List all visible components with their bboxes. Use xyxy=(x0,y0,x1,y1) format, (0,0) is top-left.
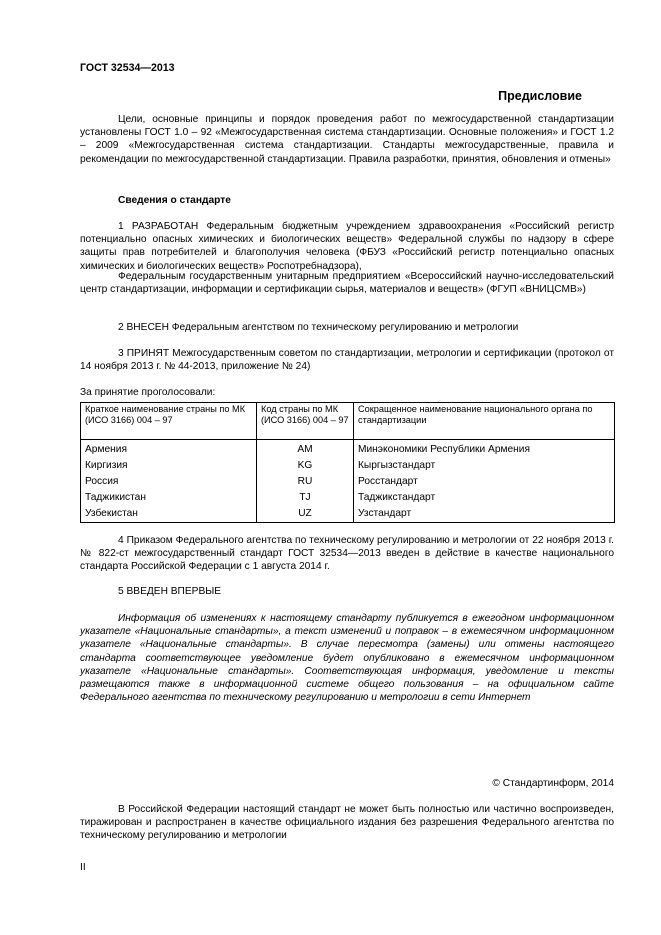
item-3-adopted: 3 ПРИНЯТ Межгосударственным советом по стандартизации, метрологии и сертификации (протокол от 14 ноября 2013 г. № 44-2013, приложение № 24) xyxy=(80,348,614,373)
header-national-body: Сокращенное наименование национального органа по стандартизации xyxy=(354,403,615,440)
information-notice: Информация об изменениях к настоящему стандарту публикуется в ежегодном информационном указателе «Национальные стандарты», а текст изменений и поправок – в ежемесячном информационном указателе «Национальные стандарты». В случае пересмотра (замены) или отмены настоящего стандарта соответствующее уведомление будет опубликовано в ежемесячном информационном указателе «Национальные стандарты». Соответствующая информация, уведомление и тексты размещаются также в информационной системе общего пользования – на официальном сайте Федерального агентства по техническому регулированию и метрологии в сети Интернет xyxy=(80,613,614,704)
country-name: Узбекистан xyxy=(81,506,257,523)
table-row xyxy=(81,490,615,506)
page-title: Предисловие xyxy=(498,89,582,103)
table-header-row xyxy=(81,403,615,440)
header-country-code: Код страны по МК (ИСО 3166) 004 – 97 xyxy=(257,403,354,440)
country-code: AM xyxy=(257,440,354,459)
national-body: Таджикстандарт xyxy=(354,490,615,506)
section-heading: Сведения о стандарте xyxy=(118,195,231,206)
country-name: Таджикистан xyxy=(81,490,257,506)
country-name: Армения xyxy=(81,440,257,459)
item-5-first-introduced: 5 ВВЕДЕН ВПЕРВЫЕ xyxy=(118,586,222,597)
table-row xyxy=(81,506,615,523)
table-row xyxy=(81,458,615,474)
country-code: KG xyxy=(257,458,354,474)
legal-notice: В Российской Федерации настоящий стандарт не может быть полностью или частично воспроизведен, тиражирован и распространен в качестве официального издания без разрешения Федерального агентства по техническому регулированию и метрологии xyxy=(80,804,614,842)
page-number: II xyxy=(80,862,86,873)
voting-countries-table xyxy=(80,402,615,523)
table-row xyxy=(81,474,615,490)
table-row xyxy=(81,440,615,459)
vote-label: За принятие проголосовали: xyxy=(80,387,216,398)
country-code: RU xyxy=(257,474,354,490)
item-2-submitted: 2 ВНЕСЕН Федеральным агентством по техническому регулированию и метрологии xyxy=(118,322,519,333)
item-1-codeveloper: Федеральным государственным унитарным предприятием «Всероссийский научно-исследовательский центр стандартизации, информации и сертификации сырья, материалов и веществ» (ФГУП «ВНИЦСМВ») xyxy=(80,271,614,296)
standard-header: ГОСТ 32534—2013 xyxy=(80,62,175,74)
intro-paragraph: Цели, основные принципы и порядок проведения работ по межгосударственной стандартизации установлены ГОСТ 1.0 – 92 «Межгосударственная система стандартизации. Основные положения» и ГОСТ 1.2 – 2009 «Межгосударственная система стандартизации. Стандарты межгосударственные, правила и рекомендации по межгосударственной стандартизации. Правила разработки, принятия, обновления и отмены» xyxy=(80,114,614,165)
copyright-line: © Стандартинформ, 2014 xyxy=(492,778,614,789)
item-1-developer: 1 РАЗРАБОТАН Федеральным бюджетным учреждением здравоохранения «Российский регистр потенциально опасных химических и биологических веществ» Федеральной службы по надзору в сфере защиты прав потребителей и благополучия человека (ФБУЗ «Российский регистр потенциально опасных химических и биологических веществ» Роспотребнадзора), xyxy=(80,221,614,272)
header-country-name: Краткое наименование страны по МК (ИСО 3166) 004 – 97 xyxy=(81,403,257,440)
national-body: Кыргызстандарт xyxy=(354,458,615,474)
country-code: TJ xyxy=(257,490,354,506)
national-body: Узстандарт xyxy=(354,506,615,523)
country-code: UZ xyxy=(257,506,354,523)
country-name: Россия xyxy=(81,474,257,490)
national-body: Минэкономики Республики Армения xyxy=(354,440,615,459)
country-name: Киргизия xyxy=(81,458,257,474)
item-4-enactment: 4 Приказом Федерального агентства по техническому регулированию и метрологии от 22 ноября 2013 г. № 822-ст межгосударственный стандарт ГОСТ 32534—2013 введен в действие в качестве национального стандарта Российской Федерации с 1 августа 2014 г. xyxy=(80,535,614,573)
national-body: Росстандарт xyxy=(354,474,615,490)
